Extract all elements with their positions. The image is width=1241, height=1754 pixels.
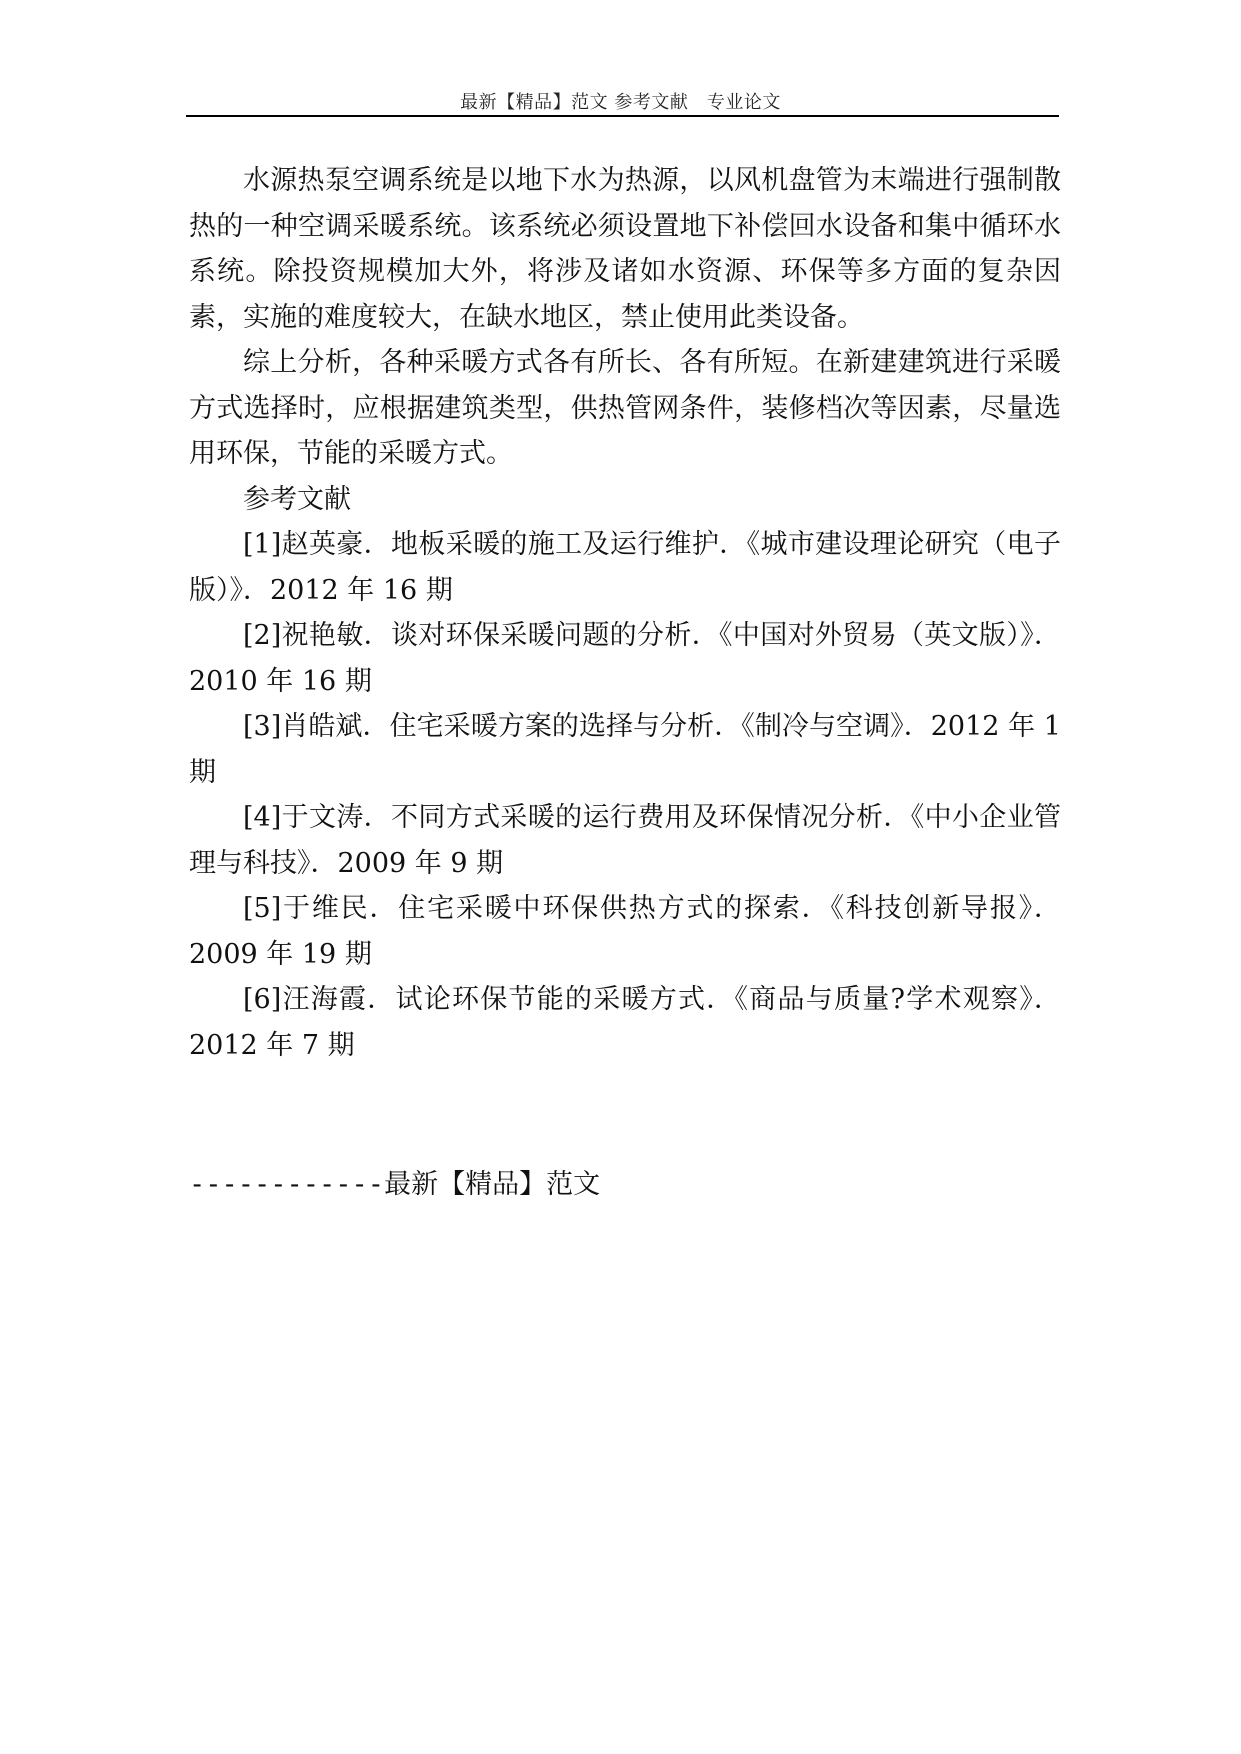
footer-dashes: ------------	[189, 1169, 385, 1200]
footer-text: 最新【精品】范文	[384, 1169, 601, 1200]
reference-item: [2]祝艳敏．谈对环保采暖问题的分析．《中国对外贸易（英文版）》．2010 年 16 期	[189, 620, 1061, 697]
reference-item: [6]汪海霞．试论环保节能的采暖方式．《商品与质量?学术观察》．2012 年 7 期	[189, 984, 1061, 1061]
references-heading: 参考文献	[243, 483, 351, 515]
page-header: 最新【精品】范文 参考文献 专业论文	[460, 92, 781, 113]
paragraph-water-source-heat-pump: 水源热泵空调系统是以地下水为热源，以风机盘管为末端进行强制散热的一种空调采暖系统。该系统必须设置地下补偿回水设备和集中循环水系统。除投资规模加大外，将涉及诸如水资源、环保等多方面的复杂因素，实施的难度较大，在缺水地区，禁止使用此类设备。	[189, 165, 1061, 333]
reference-item: [5]于维民．住宅采暖中环保供热方式的探索．《科技创新导报》．2009 年 19 期	[189, 893, 1061, 970]
reference-item: [3]肖皓斌．住宅采暖方案的选择与分析．《制冷与空调》．2012 年 1 期	[189, 711, 1061, 788]
reference-item: [1]赵英豪．地板采暖的施工及运行维护．《城市建设理论研究（电子版）》．2012 年 16 期	[189, 529, 1061, 606]
footer-line	[189, 1162, 600, 1207]
paragraph-summary: 综上分析，各种采暖方式各有所长、各有所短。在新建建筑进行采暖方式选择时，应根据建筑类型，供热管网条件，装修档次等因素，尽量选用环保，节能的采暖方式。	[189, 347, 1061, 469]
document-body	[189, 158, 1061, 1068]
reference-item: [4]于文涛．不同方式采暖的运行费用及环保情况分析．《中小企业管理与科技》．2009 年 9 期	[189, 802, 1061, 879]
header-divider	[186, 115, 1059, 117]
